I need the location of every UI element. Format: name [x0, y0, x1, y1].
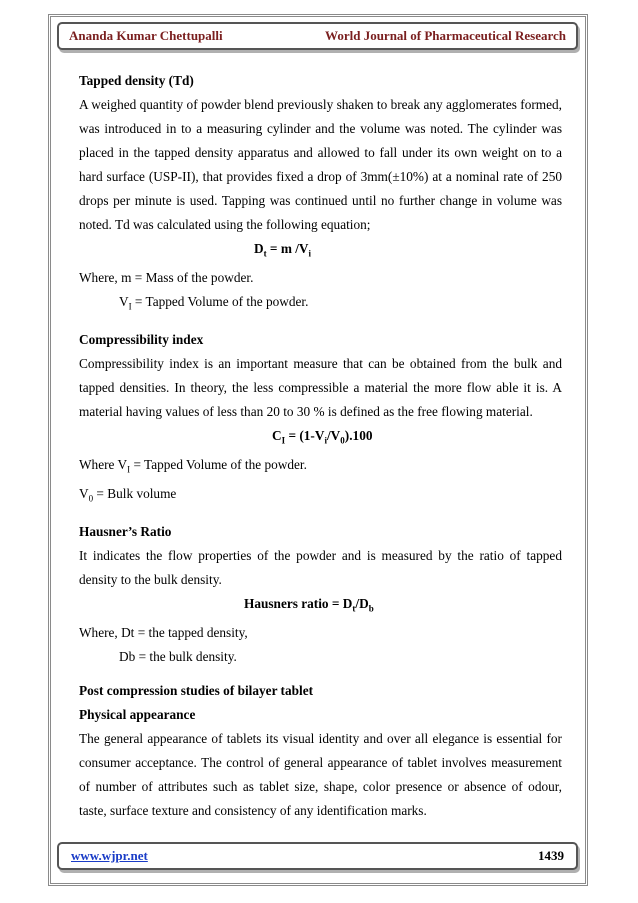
physical-appearance-paragraph: The general appearance of tablets its visual identity and over all elegance is essential for consumer acceptance. The control of general appearance of tablet involves measurement of number of attributes such as tablet size, shape, color presence or absence of odour, taste, surface texture and consistency of any identification marks.	[79, 730, 562, 818]
post-compression-heading: Post compression studies of bilayer tablet	[79, 682, 314, 698]
tapped-where-mass: Where, m = Mass of the powder.	[79, 269, 254, 285]
compressibility-where-bulk: $V_0$ = Bulk volume	[79, 485, 177, 504]
running-footer	[57, 842, 578, 870]
running-header	[57, 22, 578, 50]
compressibility-paragraph: Compressibility index is an important measure that can be obtained from the bulk and tapped densities. In theory, the less compressible a material the more flow able it is. A material having values of less than 20 to 30 % is defined as the free flowing material.	[79, 356, 562, 420]
physical-appearance-heading: Physical appearance	[79, 706, 196, 722]
tapped-density-paragraph: A weighed quantity of powder blend previously shaken to break any agglomerates formed, was introduced in to a measuring cylinder and the volume was noted. The cylinder was placed in the tapped density apparatus and allowed to fall under its own weight on to a hard surface (USP-II), that provides fixed a drop of 3mm(±10%) at a nominal rate of 250 drops per minute is used. Tapping was continued until no further change in volume was noted. Td was calculated using the following equation;	[79, 97, 562, 232]
page-number: 1439	[538, 848, 564, 863]
tapped-density-equation: $D_t = m$ $/V_i$	[254, 241, 312, 259]
compressibility-where-tapped: Where $V_I$ = Tapped Volume of the powder.	[79, 456, 307, 475]
hausner-equation: Hausners ratio = $D_t/D_b$	[244, 596, 374, 614]
tapped-density-heading: Tapped density (Td)	[79, 73, 194, 88]
hausner-heading: Hausner’s Ratio	[79, 524, 172, 540]
page-body	[79, 69, 562, 823]
header-journal: World Journal of Pharmaceutical Research	[325, 28, 566, 43]
compressibility-heading: Compressibility index	[79, 332, 204, 348]
compressibility-equation: $C_I = (1-V_i/V_0).100$	[272, 428, 373, 446]
tapped-where-volume: $V_I$ = Tapped Volume of the powder.	[119, 293, 309, 312]
hausner-where-tapped: Where, Dt = the tapped density,	[79, 624, 248, 640]
hausner-paragraph: It indicates the flow properties of the powder and is measured by the ratio of tapped density to the bulk density.	[79, 548, 562, 588]
header-author: Ananda Kumar Chettupalli	[69, 28, 223, 43]
hausner-where-bulk: Db = the bulk density.	[119, 648, 237, 664]
journal-url-link[interactable]: www.wjpr.net	[71, 848, 148, 863]
